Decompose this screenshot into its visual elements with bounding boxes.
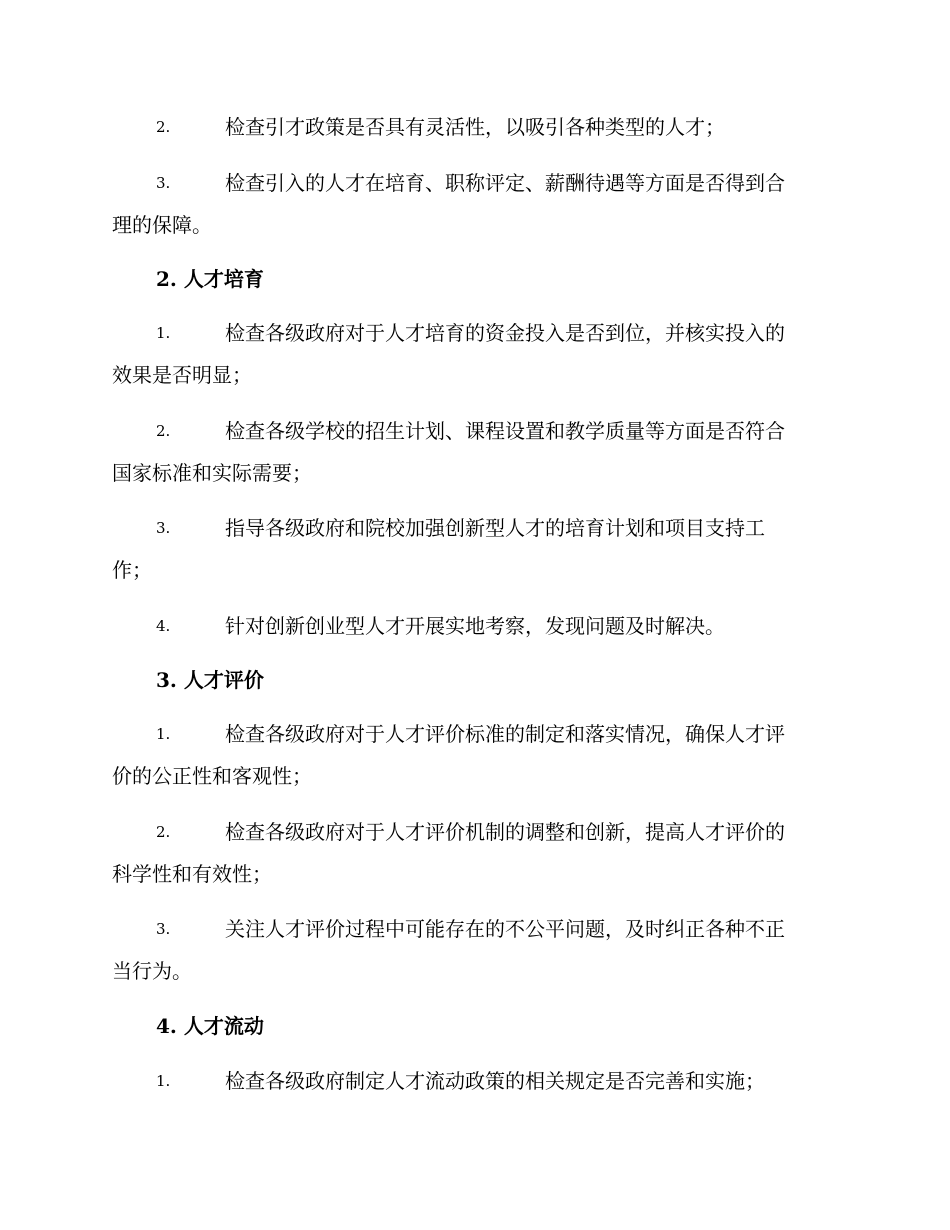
list-text-continued: 科学性和有效性； bbox=[112, 862, 272, 886]
list-number: 1. bbox=[156, 1072, 171, 1090]
section-heading: 3. 人才评价 bbox=[156, 668, 264, 692]
list-text-continued: 当行为。 bbox=[112, 959, 192, 983]
list-number: 2. bbox=[156, 118, 171, 136]
list-number: 2. bbox=[156, 422, 171, 440]
list-text-continued: 效果是否明显； bbox=[112, 363, 252, 387]
list-number: 3. bbox=[156, 174, 171, 192]
list-text-continued: 国家标准和实际需要； bbox=[112, 461, 312, 485]
list-text-continued: 价的公正性和客观性； bbox=[112, 764, 312, 788]
list-text: 关注人才评价过程中可能存在的不公平问题，及时纠正各种不正 bbox=[225, 917, 785, 941]
list-text-continued: 作； bbox=[112, 558, 152, 582]
list-number: 3. bbox=[156, 920, 171, 938]
list-text: 检查引才政策是否具有灵活性，以吸引各种类型的人才； bbox=[225, 115, 725, 139]
section-heading: 2. 人才培育 bbox=[156, 267, 264, 291]
list-text: 检查引入的人才在培育、职称评定、薪酬待遇等方面是否得到合 bbox=[225, 171, 785, 195]
list-text: 检查各级政府对于人才评价标准的制定和落实情况，确保人才评 bbox=[225, 722, 785, 746]
list-number: 1. bbox=[156, 324, 171, 342]
list-text: 检查各级政府对于人才评价机制的调整和创新，提高人才评价的 bbox=[225, 820, 785, 844]
list-number: 1. bbox=[156, 725, 171, 743]
list-text: 检查各级政府对于人才培育的资金投入是否到位，并核实投入的 bbox=[225, 321, 785, 345]
list-number: 3. bbox=[156, 519, 171, 537]
list-number: 4. bbox=[156, 617, 171, 635]
list-text-continued: 理的保障。 bbox=[112, 213, 212, 237]
list-text: 检查各级学校的招生计划、课程设置和教学质量等方面是否符合 bbox=[225, 419, 785, 443]
list-text: 检查各级政府制定人才流动政策的相关规定是否完善和实施； bbox=[225, 1069, 765, 1093]
section-heading: 4. 人才流动 bbox=[156, 1014, 264, 1038]
list-number: 2. bbox=[156, 823, 171, 841]
list-text: 指导各级政府和院校加强创新型人才的培育计划和项目支持工 bbox=[225, 516, 765, 540]
list-text: 针对创新创业型人才开展实地考察，发现问题及时解决。 bbox=[225, 614, 725, 638]
